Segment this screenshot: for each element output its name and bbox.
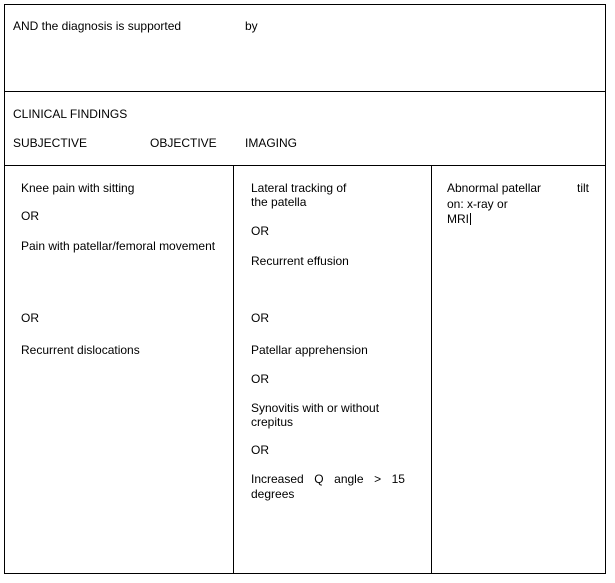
imaging-line-1 <box>447 181 589 195</box>
column-divider-2 <box>431 165 432 574</box>
objective-or-4: OR <box>251 443 269 457</box>
objective-item-effusion: Recurrent effusion <box>251 254 349 268</box>
column-heading-objective: OBJECTIVE <box>150 136 217 150</box>
imaging-line-2: on: x-ray or <box>447 197 508 211</box>
objective-item-synovitis-line1: Synovitis with or without <box>251 401 380 415</box>
findings-title: CLINICAL FINDINGS <box>13 107 128 121</box>
objective-item-apprehension: Patellar apprehension <box>251 343 368 357</box>
objective-item-q-angle-line2: degrees <box>251 487 295 501</box>
imaging-line-3-wrap <box>447 212 471 226</box>
subjective-or-1: OR <box>21 209 39 223</box>
findings-table <box>4 165 606 574</box>
header-text-right: by <box>245 19 258 33</box>
column-heading-subjective: SUBJECTIVE <box>13 136 88 150</box>
q-angle-word-5: 15 <box>391 472 405 486</box>
objective-or-1: OR <box>251 224 269 238</box>
q-angle-word-2: Q <box>314 472 324 486</box>
q-angle-word-4: > <box>374 472 382 486</box>
q-angle-word-3: angle <box>334 472 364 486</box>
header-text-left: AND the diagnosis is supported <box>13 19 182 33</box>
objective-item-lateral-tracking-line1: Lateral tracking of <box>251 181 347 195</box>
objective-item-q-angle-line1 <box>251 472 405 486</box>
q-angle-word-1: Increased <box>251 472 304 486</box>
objective-item-synovitis-line2: crepitus <box>251 415 294 429</box>
subjective-item-dislocations: Recurrent dislocations <box>21 343 140 357</box>
column-divider-1 <box>233 165 234 574</box>
imaging-line-3: MRI <box>447 212 469 226</box>
subjective-item-pain-movement: Pain with patellar/femoral movement <box>21 239 216 253</box>
header-box <box>4 4 606 92</box>
subjective-item-knee-pain: Knee pain with sitting <box>21 181 135 195</box>
subjective-or-2: OR <box>21 311 39 325</box>
objective-or-2: OR <box>251 311 269 325</box>
column-heading-imaging: IMAGING <box>245 136 298 150</box>
imaging-line-1b: tilt <box>577 181 589 195</box>
text-cursor <box>470 213 471 225</box>
imaging-line-1a: Abnormal patellar <box>447 181 542 195</box>
objective-or-3: OR <box>251 372 269 386</box>
objective-item-lateral-tracking-line2: the patella <box>251 195 307 209</box>
findings-header-box <box>4 91 606 166</box>
